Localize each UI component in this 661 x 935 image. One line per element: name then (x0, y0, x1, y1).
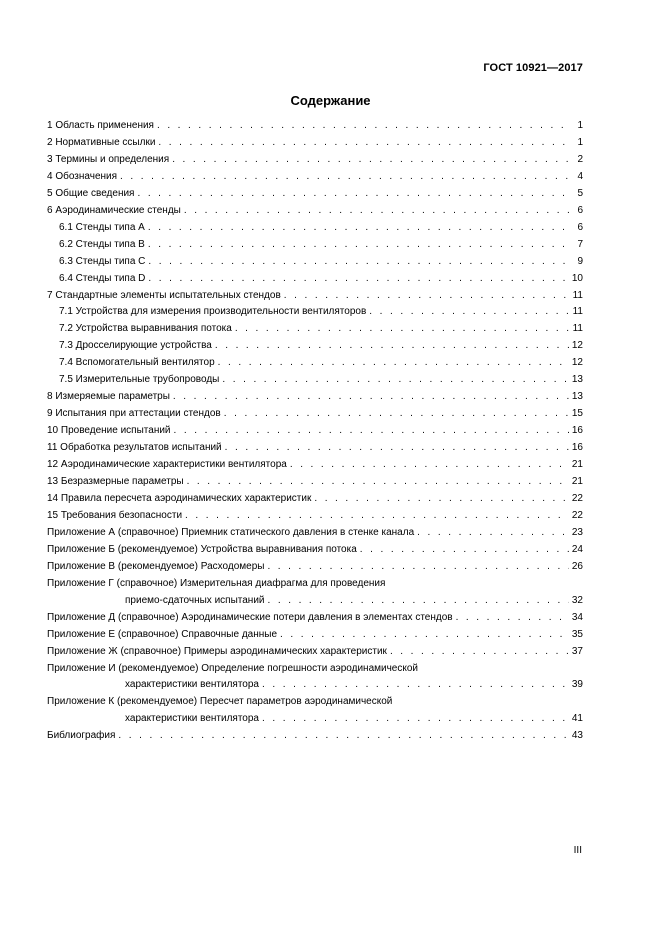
toc-entry-page-number: 21 (571, 459, 583, 471)
toc-entry[interactable] (47, 288, 583, 305)
toc-entry-label: 7.5 Измерительные трубопроводы (59, 374, 220, 386)
toc-leader-dots (390, 644, 569, 661)
toc-entry-label: 15 Требования безопасности (47, 509, 183, 521)
toc-entry[interactable] (47, 271, 583, 288)
toc-entry-page-number: 21 (571, 476, 583, 488)
toc-leader-dots (218, 355, 569, 372)
toc-entry-label: 2 Нормативные ссылки (47, 136, 156, 148)
toc-entry[interactable] (47, 610, 583, 627)
toc-entry-line (47, 576, 583, 593)
toc-leader-dots (369, 304, 569, 321)
toc-entry-page-number: 12 (571, 357, 583, 369)
toc-entry[interactable] (47, 508, 583, 525)
toc-entry-line (47, 254, 583, 271)
toc-entry[interactable] (47, 169, 583, 186)
toc-entry-line (47, 355, 583, 372)
toc-entry[interactable] (47, 321, 583, 338)
toc-entry-continuation-line (47, 593, 583, 610)
toc-entry-page-number: 9 (577, 255, 583, 267)
toc-entry-label-continuation: приемо-сдаточных испытаний (125, 594, 265, 606)
toc-leader-dots (267, 559, 568, 576)
toc-entry-line (47, 372, 583, 389)
toc-leader-dots (158, 135, 570, 152)
toc-entry-line (47, 610, 583, 627)
toc-entry[interactable] (47, 304, 583, 321)
toc-entry-label: 6 Аэродинамические стенды (47, 204, 181, 216)
toc-entry-label-continuation: характеристики вентилятора (125, 679, 259, 691)
toc-entry[interactable] (47, 491, 583, 508)
toc-entry[interactable] (47, 694, 583, 728)
toc-entry-page-number: 6 (577, 221, 583, 233)
toc-entry-label: Приложение Ж (справочное) Примеры аэродинамических характеристик (47, 645, 387, 657)
toc-entry[interactable] (47, 118, 583, 135)
toc-entry-page-number: 34 (571, 611, 583, 623)
toc-leader-dots (225, 440, 569, 457)
toc-entry-page-number: 22 (571, 492, 583, 504)
table-of-contents (47, 118, 583, 745)
toc-entry-line (47, 694, 583, 711)
toc-entry-line (47, 237, 583, 254)
toc-entry-page-number: 16 (571, 425, 583, 437)
toc-entry-line (47, 525, 583, 542)
toc-entry[interactable] (47, 576, 583, 610)
toc-leader-dots (148, 220, 570, 237)
toc-entry-label: 5 Общие сведения (47, 187, 135, 199)
toc-entry-line (47, 491, 583, 508)
toc-leader-dots (172, 152, 570, 169)
toc-entry-page-number: 11 (572, 289, 583, 301)
toc-leader-dots (284, 288, 570, 305)
toc-entry-label: Приложение И (рекомендуемое) Определение погрешности аэродинамической (47, 662, 418, 674)
toc-entry-label: 12 Аэродинамические характеристики вентилятора (47, 459, 287, 471)
toc-entry[interactable] (47, 474, 583, 491)
toc-entry-page-number: 13 (571, 391, 583, 403)
toc-leader-dots (417, 525, 569, 542)
toc-leader-dots (184, 203, 570, 220)
toc-entry-page-number: 26 (571, 560, 583, 572)
toc-leader-dots (268, 593, 569, 610)
toc-entry-page-number: 41 (571, 713, 583, 725)
toc-entry[interactable] (47, 525, 583, 542)
toc-leader-dots (235, 321, 570, 338)
toc-entry-label: 10 Проведение испытаний (47, 425, 171, 437)
toc-entry-page-number: 13 (571, 374, 583, 386)
toc-entry-label: 14 Правила пересчета аэродинамических характеристик (47, 492, 312, 504)
toc-entry-page-number: 10 (571, 272, 583, 284)
toc-leader-dots (262, 677, 569, 694)
toc-entry[interactable] (47, 728, 583, 745)
toc-entry-label: Приложение А (справочное) Приемник статического давления в стенке канала (47, 526, 415, 538)
toc-leader-dots (185, 508, 569, 525)
toc-entry-label: 6.1 Стенды типа А (59, 221, 145, 233)
toc-entry[interactable] (47, 661, 583, 695)
toc-entry[interactable] (47, 559, 583, 576)
toc-entry-line (47, 644, 583, 661)
toc-leader-dots (118, 728, 568, 745)
toc-entry-label-continuation: характеристики вентилятора (125, 713, 259, 725)
toc-entry-page-number: 16 (571, 442, 583, 454)
toc-entry-label: 7.3 Дросселирующие устройства (59, 340, 212, 352)
toc-entry-label: Приложение Г (справочное) Измерительная диафрагма для проведения (47, 577, 386, 589)
toc-entry-line (47, 338, 583, 355)
toc-entry-label: 7.1 Устройства для измерения производительности вентиляторов (59, 306, 367, 318)
toc-entry-page-number: 37 (571, 645, 583, 657)
toc-entry-label: Приложение Б (рекомендуемое) Устройства выравнивания потока (47, 543, 357, 555)
toc-entry-line (47, 288, 583, 305)
toc-leader-dots (157, 118, 570, 135)
toc-entry-line (47, 169, 583, 186)
toc-leader-dots (456, 610, 569, 627)
toc-leader-dots (290, 457, 569, 474)
toc-entry[interactable] (47, 355, 583, 372)
toc-entry-line (47, 542, 583, 559)
toc-entry-line (47, 661, 583, 678)
toc-leader-dots (137, 186, 570, 203)
toc-entry-line (47, 440, 583, 457)
toc-entry[interactable] (47, 389, 583, 406)
toc-entry-label: Приложение К (рекомендуемое) Пересчет параметров аэродинамической (47, 696, 393, 708)
toc-entry-label: Приложение В (рекомендуемое) Расходомеры (47, 560, 265, 572)
toc-entry-page-number: 12 (571, 340, 583, 352)
toc-entry-page-number: 2 (577, 153, 583, 165)
toc-entry-page-number: 24 (571, 543, 583, 555)
toc-entry-page-number: 35 (571, 628, 583, 640)
toc-entry-line (47, 203, 583, 220)
toc-entry-label: Библиография (47, 730, 116, 742)
toc-entry-line (47, 304, 583, 321)
toc-entry-line (47, 508, 583, 525)
toc-entry-line (47, 559, 583, 576)
toc-leader-dots (314, 491, 569, 508)
toc-leader-dots (120, 169, 570, 186)
toc-entry-label: 4 Обозначения (47, 170, 118, 182)
toc-entry-line (47, 728, 583, 745)
toc-entry[interactable] (47, 644, 583, 661)
toc-entry-continuation-line (47, 711, 583, 728)
toc-entry-label: 6.4 Стенды типа D (59, 272, 146, 284)
toc-entry-line (47, 135, 583, 152)
toc-entry[interactable] (47, 338, 583, 355)
toc-entry-page-number: 1 (577, 136, 583, 148)
toc-leader-dots (148, 237, 570, 254)
toc-leader-dots (215, 338, 569, 355)
toc-entry-page-number: 15 (571, 408, 583, 420)
toc-entry[interactable] (47, 542, 583, 559)
toc-leader-dots (360, 542, 569, 559)
toc-leader-dots (187, 474, 569, 491)
toc-entry-line (47, 321, 583, 338)
toc-entry[interactable] (47, 186, 583, 203)
toc-entry-line (47, 423, 583, 440)
toc-entry-page-number: 1 (577, 120, 583, 131)
page-folio: III (573, 845, 582, 856)
toc-entry-page-number: 5 (577, 187, 583, 199)
toc-entry[interactable] (47, 457, 583, 474)
toc-entry-label: 6.3 Стенды типа С (59, 255, 146, 267)
toc-entry-label: 7 Стандартные элементы испытательных стендов (47, 289, 281, 301)
toc-entry-page-number: 32 (571, 594, 583, 606)
toc-entry[interactable] (47, 254, 583, 271)
toc-entry-line (47, 627, 583, 644)
toc-entry[interactable] (47, 135, 583, 152)
toc-entry-label: 7.4 Вспомогательный вентилятор (59, 357, 215, 369)
toc-entry-continuation-line (47, 677, 583, 694)
toc-entry-page-number: 22 (571, 509, 583, 521)
toc-entry-label: 13 Безразмерные параметры (47, 476, 184, 488)
toc-entry[interactable] (47, 152, 583, 169)
toc-entry-line (47, 152, 583, 169)
toc-entry-line (47, 457, 583, 474)
toc-entry-line (47, 271, 583, 288)
toc-entry-page-number: 6 (577, 204, 583, 216)
toc-entry-page-number: 4 (577, 170, 583, 182)
toc-leader-dots (280, 627, 569, 644)
toc-entry-page-number: 11 (572, 306, 583, 318)
toc-entry-label: 1 Область применения (47, 120, 154, 131)
toc-entry-label: 11 Обработка результатов испытаний (47, 442, 222, 454)
toc-entry-label: Приложение Д (справочное) Аэродинамические потери давления в элементах стендов (47, 611, 453, 623)
toc-entry[interactable] (47, 627, 583, 644)
toc-entry[interactable] (47, 440, 583, 457)
toc-entry-label: 3 Термины и определения (47, 153, 170, 165)
toc-entry-line (47, 406, 583, 423)
toc-entry-page-number: 39 (571, 679, 583, 691)
toc-entry-page-number: 23 (571, 526, 583, 538)
toc-entry-page-number: 43 (571, 730, 583, 742)
toc-entry[interactable] (47, 372, 583, 389)
toc-leader-dots (222, 372, 569, 389)
toc-entry[interactable] (47, 220, 583, 237)
toc-entry-page-number: 7 (577, 238, 583, 250)
document-code: ГОСТ 10921—2017 (483, 62, 583, 74)
toc-entry-line (47, 186, 583, 203)
toc-entry-label: 6.2 Стенды типа В (59, 238, 145, 250)
toc-leader-dots (148, 254, 570, 271)
toc-entry[interactable] (47, 423, 583, 440)
toc-entry-label: 7.2 Устройства выравнивания потока (59, 323, 232, 335)
toc-entry-page-number: 11 (572, 323, 583, 335)
toc-entry[interactable] (47, 406, 583, 423)
toc-leader-dots (224, 406, 569, 423)
toc-entry[interactable] (47, 203, 583, 220)
toc-leader-dots (173, 389, 569, 406)
toc-entry-line (47, 389, 583, 406)
toc-entry-label: 9 Испытания при аттестации стендов (47, 408, 221, 420)
toc-leader-dots (148, 271, 568, 288)
toc-leader-dots (262, 711, 569, 728)
toc-entry-label: 8 Измеряемые параметры (47, 391, 170, 403)
toc-entry-line (47, 118, 583, 135)
toc-entry-line (47, 474, 583, 491)
toc-leader-dots (174, 423, 569, 440)
toc-title: Содержание (290, 93, 371, 108)
toc-entry-label: Приложение Е (справочное) Справочные данные (47, 628, 278, 640)
toc-entry[interactable] (47, 237, 583, 254)
toc-entry-line (47, 220, 583, 237)
